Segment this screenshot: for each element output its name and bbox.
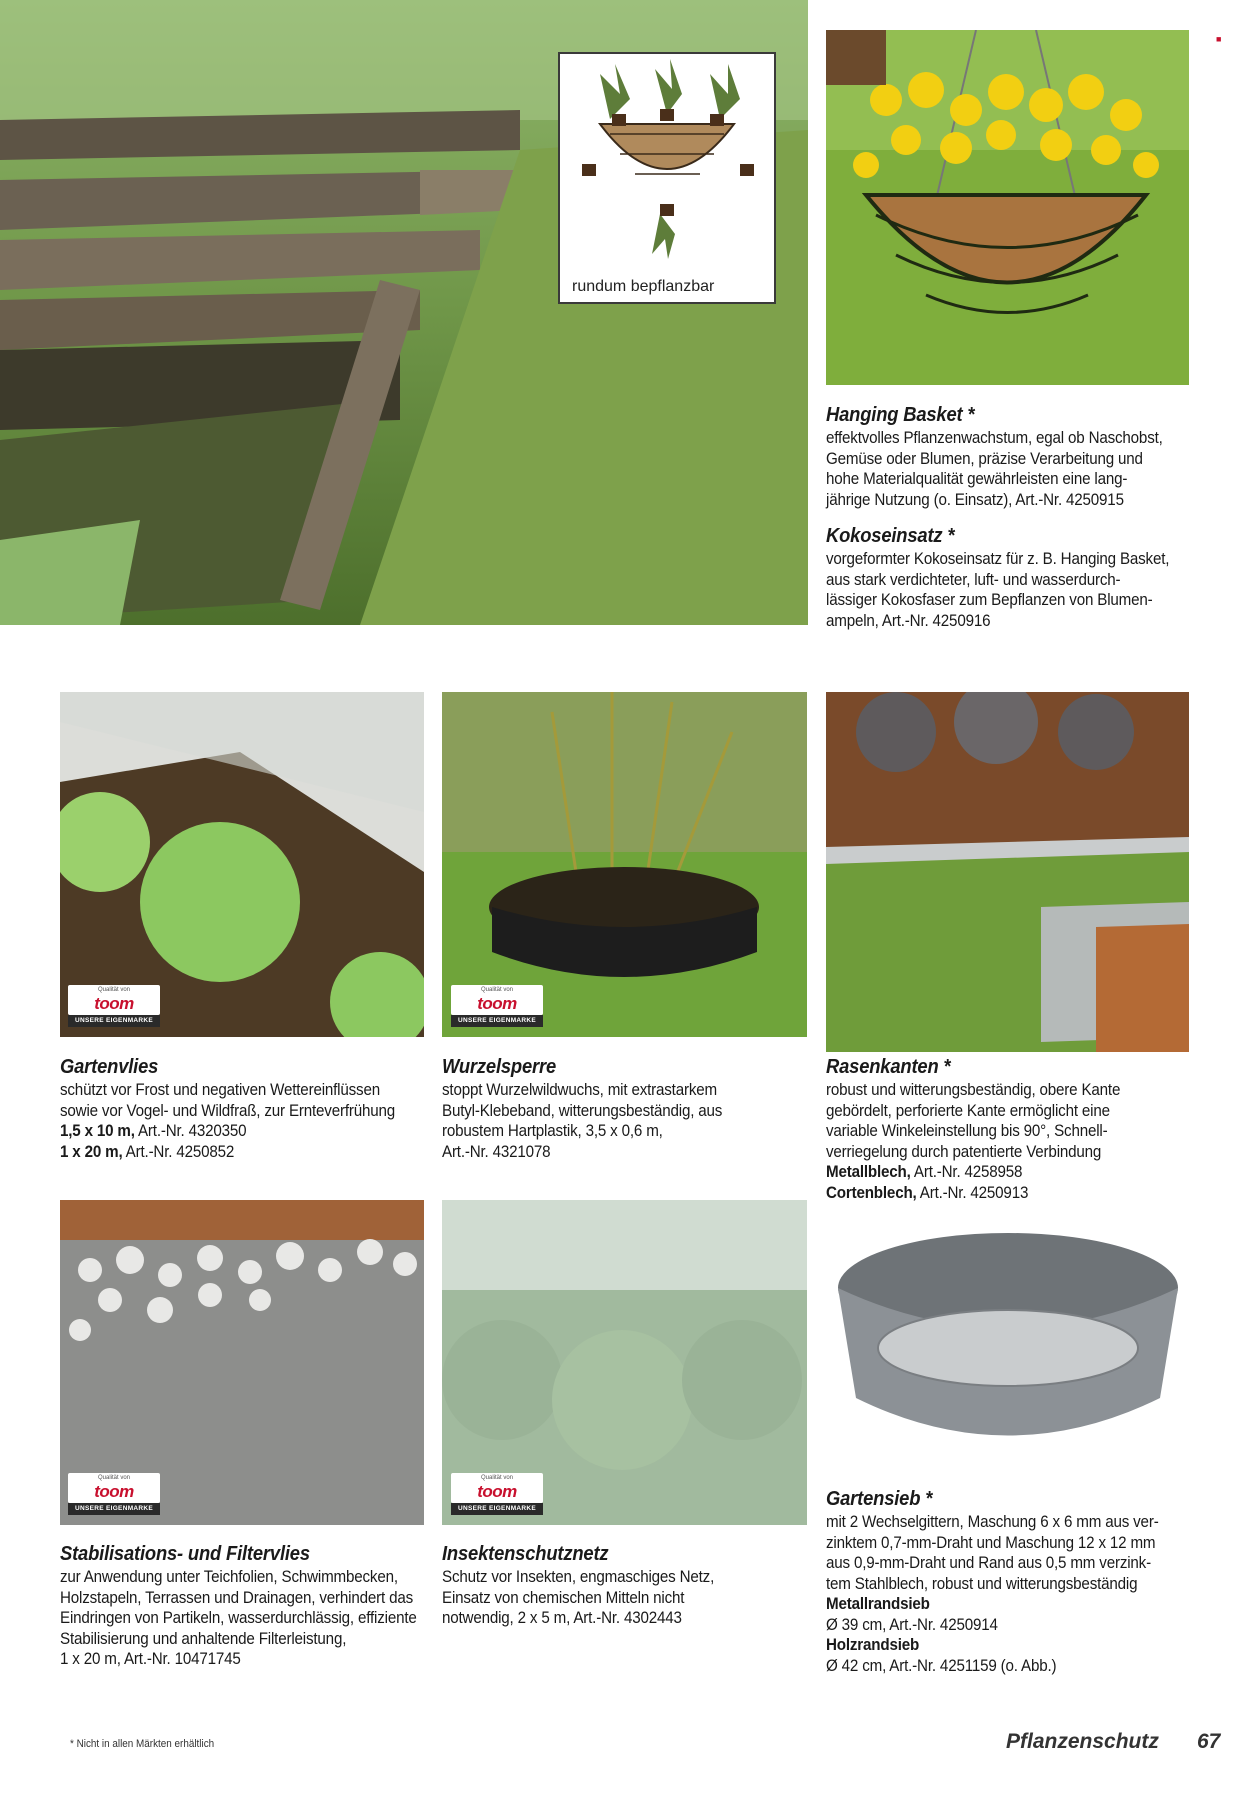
description-line: jährige Nutzung (o. Einsatz), Art.-Nr. 4250915: [826, 490, 1124, 509]
product-title: Gartensieb *: [826, 1488, 933, 1510]
toom-logo: toom: [477, 1482, 517, 1501]
description-line: hohe Materialqualität gewährleisten eine lang-: [826, 470, 1128, 488]
product-title: Stabilisations- und Filtervlies: [60, 1543, 310, 1565]
gartensieb-photo: [826, 1228, 1189, 1478]
basket-diagram-icon: [560, 54, 774, 264]
description-line: zur Anwendung unter Teichfolien, Schwimmbecken,: [60, 1568, 398, 1586]
description-line: Einsatz von chemischen Mitteln nicht: [442, 1588, 685, 1607]
gartenvlies-text: [60, 1055, 395, 1162]
rasenkanten-photo: [826, 692, 1189, 1052]
description-line: 1 x 20 m, Art.-Nr. 10471745: [60, 1650, 241, 1668]
planting-caption: rundum bepflanzbar: [572, 278, 715, 295]
product-title: Hanging Basket *: [826, 404, 975, 426]
variant-art: Ø 42 cm, Art.-Nr. 4251159 (o. Abb.): [826, 1656, 1057, 1675]
toom-brand-badge: [451, 1473, 543, 1515]
variant-line: [60, 1142, 395, 1163]
variant-art: Art.-Nr. 4258958: [910, 1163, 1023, 1181]
toom-logo: toom: [477, 994, 517, 1013]
badge-tagline: Qualität von: [480, 987, 514, 993]
stabilisationsvlies-text: [60, 1542, 417, 1670]
variant-line: [826, 1162, 1120, 1183]
wurzelsperre-text: [442, 1055, 722, 1162]
description-line: tem Stahlblech, robust und witterungsbeständig: [826, 1574, 1138, 1593]
page-number: 67: [1197, 1730, 1221, 1753]
section-title: Pflanzenschutz: [1006, 1730, 1159, 1753]
description-line: stoppt Wurzelwildwuchs, mit extrastarkem: [442, 1081, 717, 1099]
kokoseinsatz-text: [826, 524, 1169, 631]
description-line: zinktem 0,7-mm-Draht und Maschung 12 x 12 mm: [826, 1533, 1156, 1552]
variant-art: Art.-Nr. 4250852: [122, 1142, 235, 1161]
product-title: Rasenkanten *: [826, 1056, 951, 1078]
variant-size: Metallblech,: [826, 1163, 911, 1181]
variant-size: 1 x 20 m,: [60, 1142, 123, 1161]
variant-size: Cortenblech,: [826, 1183, 917, 1202]
variant-size: Metallrandsieb: [826, 1595, 930, 1613]
badge-bar: UNSERE EIGENMARKE: [68, 1015, 160, 1027]
description-line: ampeln, Art.-Nr. 4250916: [826, 611, 991, 630]
badge-tagline: Qualität von: [480, 1475, 514, 1481]
description-line: schützt vor Frost und negativen Wettereinflüssen: [60, 1081, 380, 1099]
description-line: aus stark verdichteter, luft- und wasserdurch-: [826, 570, 1121, 589]
description-line: verriegelung durch patentierte Verbindung: [826, 1142, 1102, 1161]
availability-footnote: * Nicht in allen Märkten erhältlich: [70, 1738, 215, 1750]
description-line: Schutz vor Insekten, engmaschiges Netz,: [442, 1568, 715, 1586]
description-line: aus 0,9-mm-Draht und Rand aus 0,5 mm verzink-: [826, 1554, 1151, 1572]
variant-art: Ø 39 cm, Art.-Nr. 4250914: [826, 1615, 998, 1634]
rasenkanten-text: [826, 1055, 1120, 1203]
variant-line: [826, 1183, 1120, 1204]
product-title: Kokoseinsatz *: [826, 525, 955, 547]
description-line: gebördelt, perforierte Kante ermöglicht eine: [826, 1101, 1110, 1120]
description-line: notwendig, 2 x 5 m, Art.-Nr. 4302443: [442, 1609, 682, 1627]
description-line: Art.-Nr. 4321078: [442, 1142, 551, 1161]
variant-size: 1,5 x 10 m,: [60, 1122, 135, 1140]
gartensieb-text: [826, 1487, 1159, 1676]
description-line: Holzstapeln, Terrassen und Drainagen, verhindert das: [60, 1588, 414, 1607]
variant-size: Holzrandsieb: [826, 1636, 920, 1654]
hanging-basket-photo: [826, 30, 1189, 385]
description-line: Stabilisierung und anhaltende Filterleistung,: [60, 1629, 347, 1648]
description-line: variable Winkeleinstellung bis 90°, Schnell-: [826, 1122, 1108, 1140]
toom-brand-badge: [68, 985, 160, 1027]
toom-logo: toom: [94, 994, 134, 1013]
description-line: Butyl-Klebeband, witterungsbeständig, aus: [442, 1101, 723, 1120]
corner-mark: ■: [1216, 34, 1222, 44]
toom-brand-badge: [451, 985, 543, 1027]
variant-art: Art.-Nr. 4320350: [134, 1122, 247, 1140]
badge-bar: UNSERE EIGENMARKE: [451, 1503, 543, 1515]
badge-bar: UNSERE EIGENMARKE: [68, 1503, 160, 1515]
variant-art: Art.-Nr. 4250913: [916, 1183, 1029, 1202]
badge-tagline: Qualität von: [97, 987, 131, 993]
toom-brand-badge: [68, 1473, 160, 1515]
planting-diagram-inset: [558, 52, 776, 304]
badge-tagline: Qualität von: [97, 1475, 131, 1481]
description-line: lässiger Kokosfaser zum Bepflanzen von Blumen-: [826, 591, 1153, 609]
description-line: effektvolles Pflanzenwachstum, egal ob Naschobst,: [826, 429, 1163, 447]
description-line: Gemüse oder Blumen, präzise Verarbeitung und: [826, 449, 1143, 468]
badge-bar: UNSERE EIGENMARKE: [451, 1015, 543, 1027]
hanging-basket-text: [826, 403, 1163, 510]
product-title: Insektenschutznetz: [442, 1543, 609, 1565]
insektenschutznetz-text: [442, 1542, 714, 1629]
product-title: Wurzelsperre: [442, 1056, 557, 1078]
toom-logo: toom: [94, 1482, 134, 1501]
variant-line: [60, 1121, 395, 1142]
description-line: mit 2 Wechselgittern, Maschung 6 x 6 mm aus ver-: [826, 1513, 1159, 1531]
description-line: vorgeformter Kokoseinsatz für z. B. Hanging Basket,: [826, 550, 1170, 568]
product-title: Gartenvlies: [60, 1056, 159, 1078]
description-line: sowie vor Vogel- und Wildfraß, zur Ernteverfrühung: [60, 1101, 396, 1120]
description-line: Eindringen von Partikeln, wasserdurchlässig, effiziente: [60, 1609, 417, 1627]
description-line: robustem Hartplastik, 3,5 x 0,6 m,: [442, 1122, 663, 1140]
description-line: robust und witterungsbeständig, obere Kante: [826, 1081, 1121, 1099]
